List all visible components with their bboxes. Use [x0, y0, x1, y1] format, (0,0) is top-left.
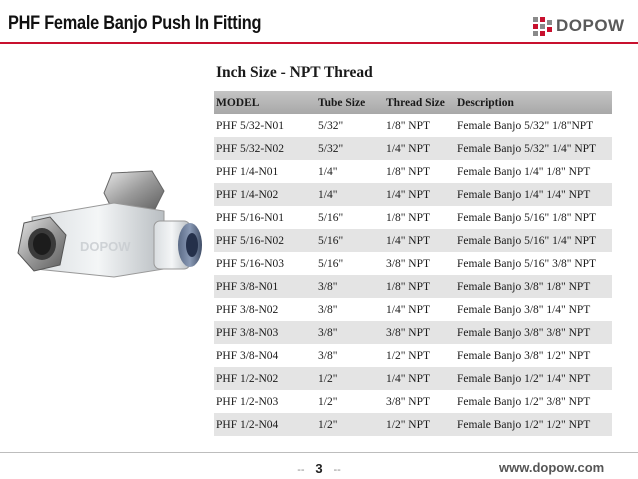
description-cell: Female Banjo 5/16" 1/8" NPT — [455, 206, 612, 229]
model-cell: PHF 3/8-N02 — [214, 298, 316, 321]
section-title: Inch Size - NPT Thread — [216, 64, 373, 81]
model-cell: PHF 5/16-N01 — [214, 206, 316, 229]
dopow-logo-icon — [533, 16, 553, 36]
thread-size-cell: 1/4" NPT — [384, 183, 455, 206]
table-row — [214, 160, 612, 183]
thread-size-cell: 1/8" NPT — [384, 275, 455, 298]
tube-size-cell: 5/16" — [316, 229, 384, 252]
tube-size-cell: 5/16" — [316, 252, 384, 275]
thread-size-cell: 1/4" NPT — [384, 229, 455, 252]
table-row — [214, 137, 612, 160]
tube-size-cell: 1/4" — [316, 183, 384, 206]
thread-size-cell: 1/4" NPT — [384, 298, 455, 321]
description-cell: Female Banjo 1/2" 1/4" NPT — [455, 367, 612, 390]
description-cell: Female Banjo 3/8" 3/8" NPT — [455, 321, 612, 344]
tube-size-cell: 3/8" — [316, 298, 384, 321]
thread-size-cell: 1/4" NPT — [384, 137, 455, 160]
column-header: Description — [455, 91, 612, 114]
table-row — [214, 114, 612, 137]
table-row — [214, 367, 612, 390]
column-header: MODEL — [214, 91, 316, 114]
table-row — [214, 229, 612, 252]
thread-size-cell: 1/8" NPT — [384, 160, 455, 183]
table-header-row — [214, 91, 612, 114]
thread-size-cell: 1/4" NPT — [384, 367, 455, 390]
description-cell: Female Banjo 3/8" 1/2" NPT — [455, 344, 612, 367]
description-cell: Female Banjo 5/16" 3/8" NPT — [455, 252, 612, 275]
table-row — [214, 252, 612, 275]
thread-size-cell: 3/8" NPT — [384, 321, 455, 344]
model-cell: PHF 5/16-N03 — [214, 252, 316, 275]
table-row — [214, 390, 612, 413]
thread-size-cell: 1/8" NPT — [384, 206, 455, 229]
thread-size-cell: 1/2" NPT — [384, 344, 455, 367]
tube-size-cell: 1/4" — [316, 160, 384, 183]
table-row — [214, 321, 612, 344]
model-cell: PHF 1/2-N02 — [214, 367, 316, 390]
website-link[interactable]: www.dopow.com — [499, 460, 605, 475]
page-number-value: 3 — [315, 461, 323, 476]
table-row — [214, 206, 612, 229]
description-cell: Female Banjo 1/4" 1/8" NPT — [455, 160, 612, 183]
description-cell: Female Banjo 3/8" 1/4" NPT — [455, 298, 612, 321]
thread-size-cell: 1/8" NPT — [384, 114, 455, 137]
tube-size-cell: 5/32" — [316, 114, 384, 137]
tube-size-cell: 1/2" — [316, 390, 384, 413]
description-cell: Female Banjo 3/8" 1/8" NPT — [455, 275, 612, 298]
banjo-fitting-image — [14, 165, 204, 295]
tube-size-cell: 3/8" — [316, 344, 384, 367]
footer-divider — [0, 452, 638, 453]
description-cell: Female Banjo 5/32" 1/4" NPT — [455, 137, 612, 160]
logo-text: DOPOW — [556, 16, 625, 35]
description-cell: Female Banjo 1/2" 3/8" NPT — [455, 390, 612, 413]
tube-size-cell: 5/32" — [316, 137, 384, 160]
tube-size-cell: 1/2" — [316, 367, 384, 390]
table-row — [214, 344, 612, 367]
model-cell: PHF 5/32-N02 — [214, 137, 316, 160]
thread-size-cell: 3/8" NPT — [384, 390, 455, 413]
model-cell: PHF 1/4-N01 — [214, 160, 316, 183]
model-cell: PHF 5/16-N02 — [214, 229, 316, 252]
description-cell: Female Banjo 1/2" 1/2" NPT — [455, 413, 612, 436]
tube-size-cell: 3/8" — [316, 275, 384, 298]
description-cell: Female Banjo 1/4" 1/4" NPT — [455, 183, 612, 206]
tube-size-cell: 3/8" — [316, 321, 384, 344]
model-cell: PHF 1/2-N03 — [214, 390, 316, 413]
model-cell: PHF 3/8-N03 — [214, 321, 316, 344]
tube-size-cell: 1/2" — [316, 413, 384, 436]
model-cell: PHF 3/8-N04 — [214, 344, 316, 367]
page-dash-left: -- — [297, 464, 305, 476]
thread-size-cell: 3/8" NPT — [384, 252, 455, 275]
logo — [533, 16, 625, 36]
tube-size-cell: 5/16" — [316, 206, 384, 229]
description-cell: Female Banjo 5/16" 1/4" NPT — [455, 229, 612, 252]
model-cell: PHF 1/2-N04 — [214, 413, 316, 436]
watermark-text: DOPOW — [80, 239, 131, 254]
table-row — [214, 183, 612, 206]
column-header: Thread Size — [384, 91, 455, 114]
model-cell: PHF 5/32-N01 — [214, 114, 316, 137]
table-row — [214, 275, 612, 298]
header-divider — [0, 42, 638, 44]
page-title: PHF Female Banjo Push In Fitting — [8, 13, 262, 34]
thread-size-cell: 1/2" NPT — [384, 413, 455, 436]
spec-table — [214, 91, 612, 436]
model-cell: PHF 3/8-N01 — [214, 275, 316, 298]
page-dash-right: -- — [333, 464, 341, 476]
header — [0, 0, 638, 42]
description-cell: Female Banjo 5/32" 1/8"NPT — [455, 114, 612, 137]
table-row — [214, 413, 612, 436]
table-row — [214, 298, 612, 321]
column-header: Tube Size — [316, 91, 384, 114]
model-cell: PHF 1/4-N02 — [214, 183, 316, 206]
